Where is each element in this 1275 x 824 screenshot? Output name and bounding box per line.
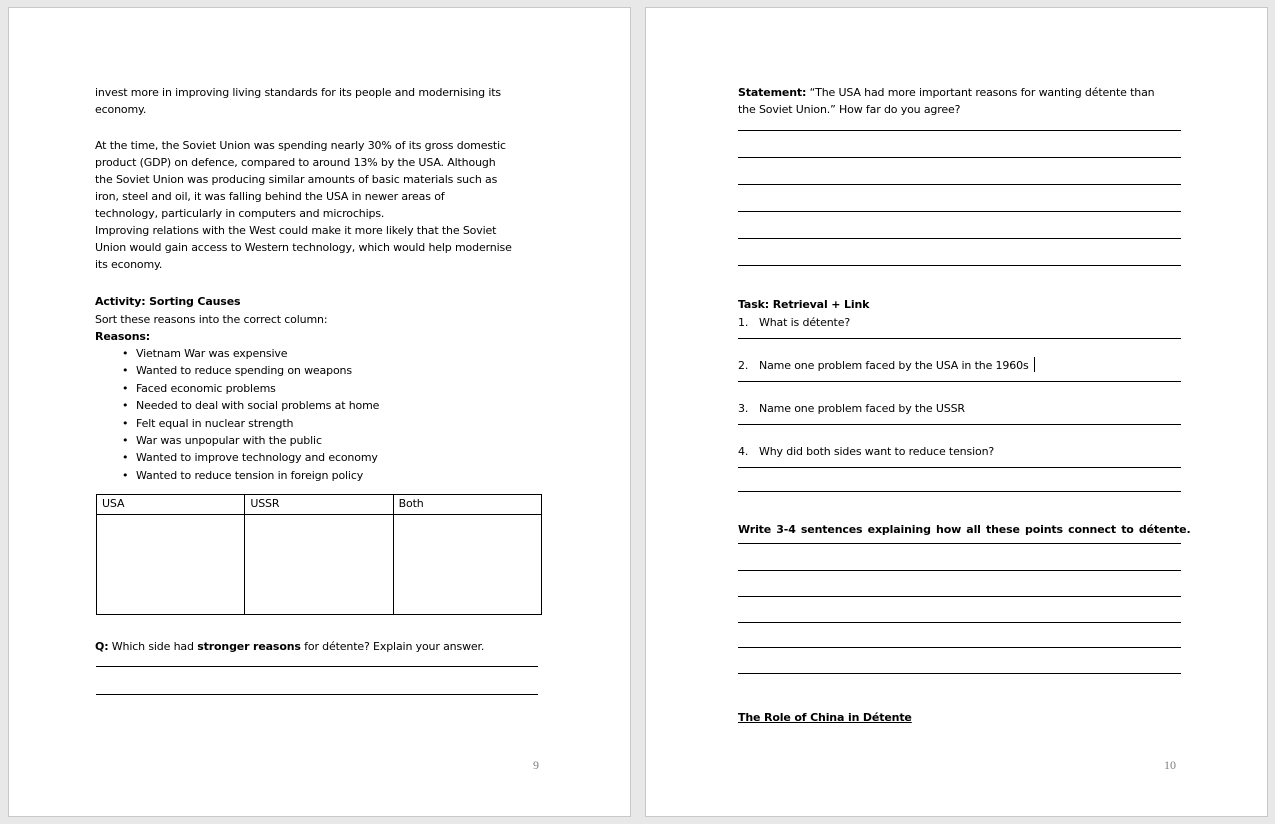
statement-text-line2: the Soviet Union.” How far do you agree?	[738, 103, 961, 116]
answer-line[interactable]	[738, 211, 1181, 212]
bullet-item-label: War was unpopular with the public	[136, 433, 322, 447]
reasons-label: Reasons:	[95, 330, 151, 343]
bullet-list-item	[95, 380, 565, 397]
answer-line[interactable]	[738, 491, 1181, 492]
page-number: 10	[1164, 758, 1176, 772]
body-text-line: economy.	[95, 103, 147, 116]
bullet-icon: •	[122, 451, 129, 465]
bullet-icon: •	[122, 433, 129, 447]
task-question-3	[738, 400, 965, 417]
write-sentences-prompt: Write 3-4 sentences explaining how all these points connect to détente.	[738, 523, 1191, 536]
question-number: 3.	[738, 402, 749, 415]
bullet-list-item	[95, 362, 565, 379]
activity-heading: Activity: Sorting Causes	[95, 295, 241, 308]
document-page-9[interactable]	[8, 7, 631, 817]
bullet-list-item	[95, 345, 565, 362]
question-stronger-reasons	[95, 638, 565, 655]
answer-line[interactable]	[738, 543, 1181, 544]
bullet-icon: •	[122, 381, 129, 395]
body-text-line: At the time, the Soviet Union was spending nearly 30% of its gross domestic	[95, 139, 506, 152]
table-cell-ussr[interactable]	[245, 515, 393, 615]
body-text-line: technology, particularly in computers and microchips.	[95, 207, 385, 220]
task-question-4	[738, 443, 994, 460]
answer-line[interactable]	[738, 424, 1181, 425]
question-text: What is détente?	[759, 316, 851, 329]
answer-line[interactable]	[738, 381, 1181, 382]
statement-text-line1: “The USA had more important reasons for wanting détente than	[806, 86, 1155, 99]
answer-line[interactable]	[96, 666, 538, 667]
task-question-2	[738, 357, 1035, 374]
question-number: 1.	[738, 316, 749, 329]
answer-line[interactable]	[738, 596, 1181, 597]
bullet-item-label: Felt equal in nuclear strength	[136, 416, 294, 430]
answer-line[interactable]	[738, 467, 1181, 468]
bullet-icon: •	[122, 416, 129, 430]
bullet-list-item	[95, 432, 565, 449]
bullet-item-label: Wanted to improve technology and economy	[136, 451, 378, 465]
body-text-line: its economy.	[95, 258, 163, 271]
table-header-both[interactable]: Both	[393, 495, 541, 515]
table-header-row	[97, 495, 542, 515]
table-header-usa[interactable]: USA	[97, 495, 245, 515]
table-cell-both[interactable]	[393, 515, 541, 615]
question-number: 4.	[738, 445, 749, 458]
question-label: Q:	[95, 640, 109, 653]
paragraph-continuation	[95, 84, 565, 118]
answer-line[interactable]	[738, 184, 1181, 185]
bullet-list-item	[95, 467, 565, 484]
body-text-line: Improving relations with the West could make it more likely that the Soviet	[95, 224, 497, 237]
question-text: Name one problem faced by the USSR	[759, 402, 965, 415]
answer-line[interactable]	[738, 673, 1181, 674]
answer-line[interactable]	[738, 157, 1181, 158]
text-cursor	[1034, 357, 1035, 372]
answer-line[interactable]	[738, 622, 1181, 623]
answer-line[interactable]	[738, 647, 1181, 648]
table-header-ussr[interactable]: USSR	[245, 495, 393, 515]
bullet-icon: •	[122, 347, 129, 360]
activity-instruction: Sort these reasons into the correct column:	[95, 312, 328, 326]
bullet-icon: •	[122, 364, 129, 378]
bullet-item-label: Needed to deal with social problems at home	[136, 399, 380, 413]
bullet-item-label: Wanted to reduce tension in foreign policy	[136, 468, 364, 482]
answer-line[interactable]	[738, 338, 1181, 339]
bullet-item-label: Wanted to reduce spending on weapons	[136, 364, 352, 378]
answer-line[interactable]	[738, 570, 1181, 571]
bullet-icon: •	[122, 468, 129, 482]
bullet-list-item	[95, 415, 565, 432]
bullet-item-label: Vietnam War was expensive	[136, 347, 288, 360]
document-page-10[interactable]	[645, 7, 1268, 817]
sorting-causes-table	[96, 494, 542, 615]
bullet-item-label: Faced economic problems	[136, 381, 276, 395]
task-heading: Task: Retrieval + Link	[738, 298, 870, 311]
body-text-line: product (GDP) on defence, compared to around 13% by the USA. Although	[95, 156, 496, 169]
table-body-row	[97, 515, 542, 615]
question-number: 2.	[738, 359, 749, 372]
statement-label: Statement:	[738, 86, 807, 99]
task-question-1	[738, 314, 850, 331]
table-cell-usa[interactable]	[97, 515, 245, 615]
question-text-pre: Which side had	[108, 640, 198, 653]
page-number: 9	[533, 758, 539, 772]
paragraph-soviet-spending	[95, 137, 565, 273]
statement-section	[738, 84, 1218, 118]
china-section-heading: The Role of China in Détente	[738, 711, 912, 724]
activity-section	[95, 293, 565, 346]
body-text-line: invest more in improving living standards for its people and modernising its	[95, 86, 501, 99]
question-text-post: for détente? Explain your answer.	[300, 640, 485, 653]
answer-line[interactable]	[96, 694, 538, 695]
bullet-icon: •	[122, 399, 129, 413]
bullet-list-item	[95, 449, 565, 466]
question-text: Name one problem faced by the USA in the 1960s	[759, 359, 1029, 372]
body-text-line: iron, steel and oil, it was falling behind the USA in newer areas of	[95, 190, 445, 203]
answer-line[interactable]	[738, 130, 1181, 131]
body-text-line: Union would gain access to Western technology, which would help modernise	[95, 241, 512, 254]
bullet-list-item	[95, 397, 565, 414]
reasons-bullet-list	[95, 345, 565, 484]
question-text-bold: stronger reasons	[197, 640, 301, 653]
question-text: Why did both sides want to reduce tension?	[759, 445, 995, 458]
answer-line[interactable]	[738, 265, 1181, 266]
answer-line[interactable]	[738, 238, 1181, 239]
body-text-line: the Soviet Union was producing similar amounts of basic materials such as	[95, 173, 498, 186]
